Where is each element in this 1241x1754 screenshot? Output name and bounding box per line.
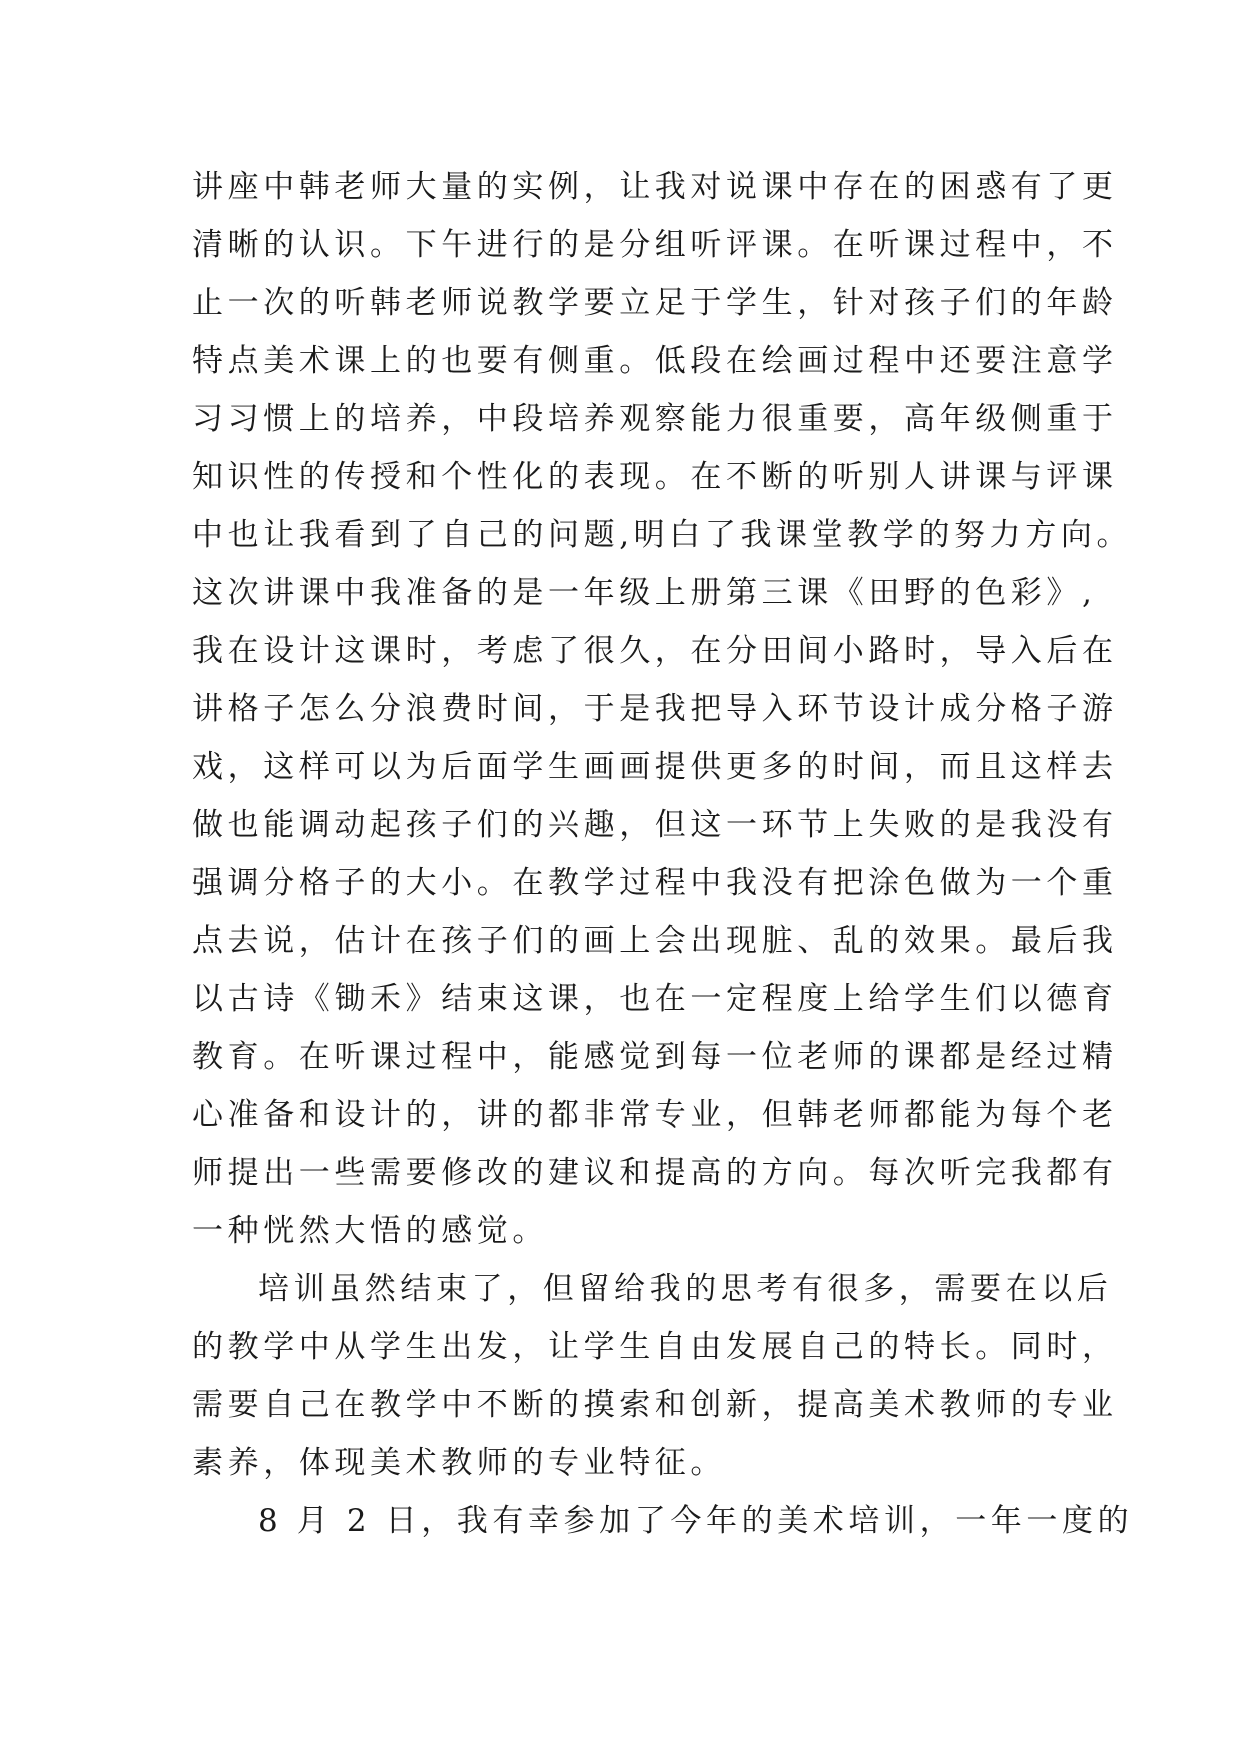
text-line: 讲格子怎么分浪费时间，于是我把导入环节设计成分格子游	[192, 691, 1118, 727]
text-line: 中也让我看到了自己的问题,明白了我课堂教学的努力方向。	[192, 517, 1133, 553]
text-line: 戏，这样可以为后面学生画画提供更多的时间，而且这样去	[192, 749, 1118, 785]
paragraph-start-line: 8 月 2 日，我有幸参加了今年的美术培训，一年一度的	[258, 1503, 1134, 1539]
paragraph-start-line: 培训虽然结束了，但留给我的思考有很多，需要在以后	[258, 1271, 1113, 1307]
text-line: 这次讲课中我准备的是一年级上册第三课《田野的色彩》,	[192, 575, 1097, 611]
text-line: 止一次的听韩老师说教学要立足于学生，针对孩子们的年龄	[192, 285, 1118, 321]
text-line: 素养，体现美术教师的专业特征。	[192, 1445, 726, 1481]
body-text	[192, 158, 1134, 1550]
text-line: 以古诗《锄禾》结束这课，也在一定程度上给学生们以德育	[192, 981, 1118, 1017]
text-line: 师提出一些需要修改的建议和提高的方向。每次听完我都有	[192, 1155, 1118, 1191]
text-line: 强调分格子的大小。在教学过程中我没有把涂色做为一个重	[192, 865, 1118, 901]
text-line: 知识性的传授和个性化的表现。在不断的听别人讲课与评课	[192, 459, 1118, 495]
text-line: 清晰的认识。下午进行的是分组听评课。在听课过程中，不	[192, 227, 1118, 263]
text-line: 特点美术课上的也要有侧重。低段在绘画过程中还要注意学	[192, 343, 1118, 379]
text-line: 心准备和设计的，讲的都非常专业，但韩老师都能为每个老	[192, 1097, 1118, 1133]
text-line: 讲座中韩老师大量的实例，让我对说课中存在的困惑有了更	[192, 169, 1118, 205]
text-line: 点去说，估计在孩子们的画上会出现脏、乱的效果。最后我	[192, 923, 1118, 959]
text-line: 做也能调动起孩子们的兴趣，但这一环节上失败的是我没有	[192, 807, 1118, 843]
text-line: 教育。在听课过程中，能感觉到每一位老师的课都是经过精	[192, 1039, 1118, 1075]
text-line: 需要自己在教学中不断的摸索和创新，提高美术教师的专业	[192, 1387, 1118, 1423]
text-line: 习习惯上的培养，中段培养观察能力很重要，高年级侧重于	[192, 401, 1118, 437]
text-line: 的教学中从学生出发，让学生自由发展自己的特长。同时，	[192, 1329, 1118, 1365]
text-line: 我在设计这课时，考虑了很久，在分田间小路时，导入后在	[192, 633, 1118, 669]
text-line: 一种恍然大悟的感觉。	[192, 1213, 548, 1249]
